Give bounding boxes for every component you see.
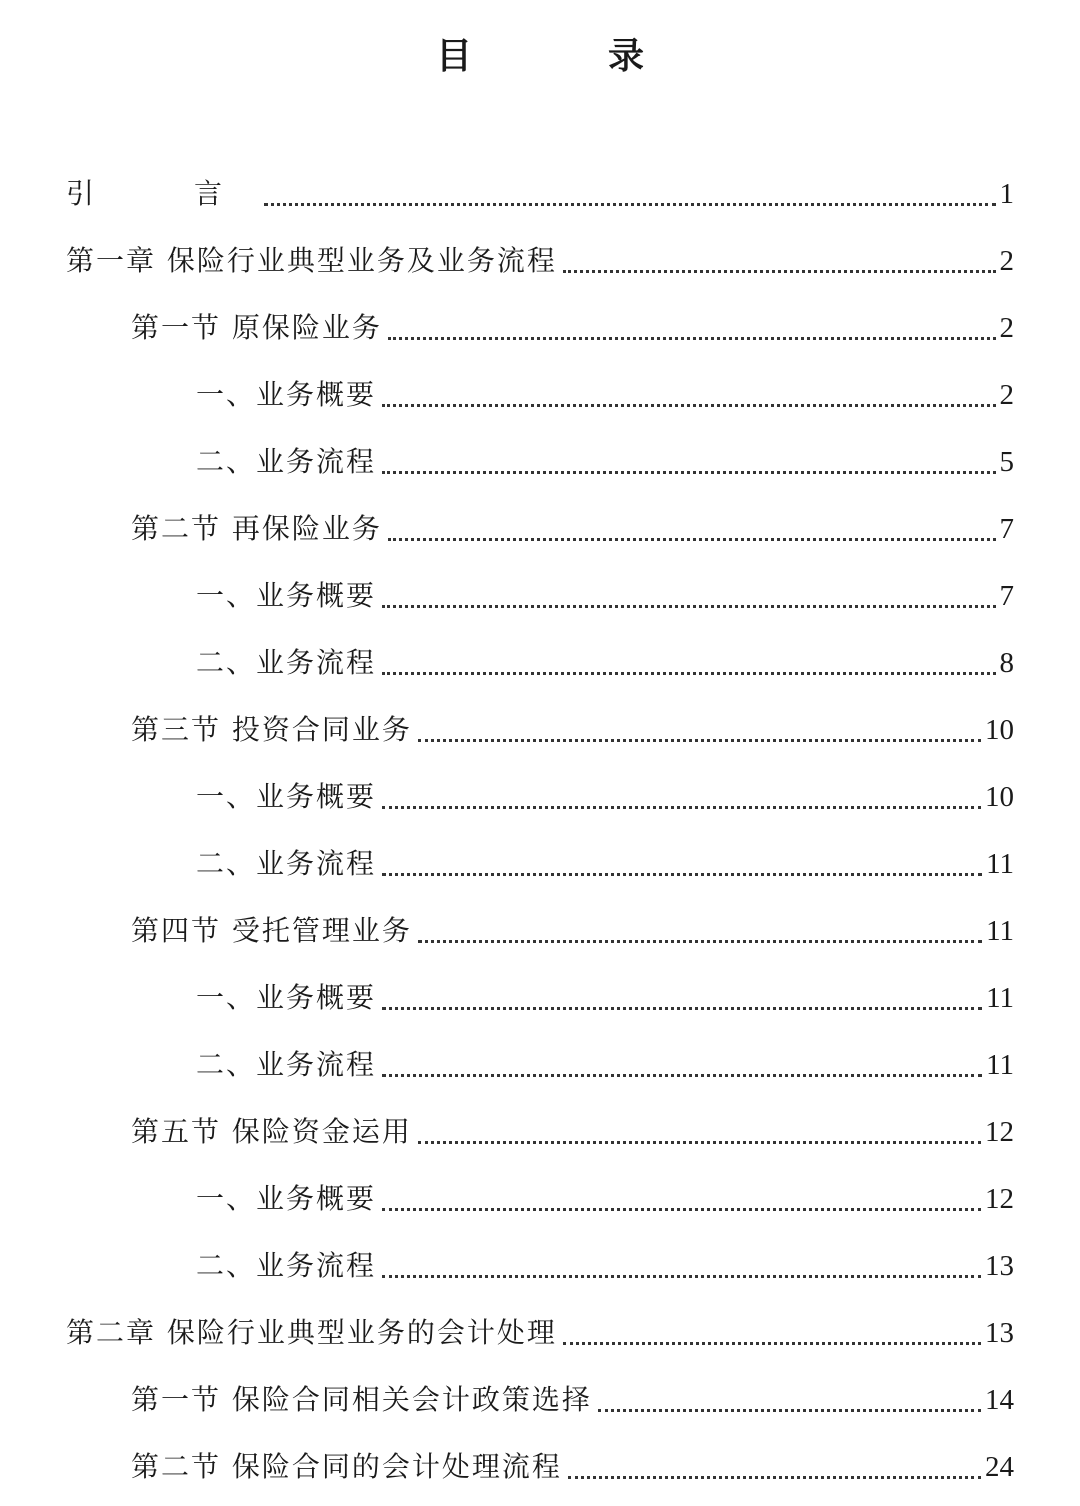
toc-entry-chapter-1[interactable]: [66, 227, 1014, 294]
dot-leader: [382, 978, 982, 1018]
dot-leader: [418, 911, 982, 951]
toc-entry-page-number: 11: [986, 914, 1014, 947]
toc-entry-subsection-1-4-2[interactable]: [196, 1031, 1014, 1098]
dot-leader: [418, 710, 981, 750]
toc-entry-introduction[interactable]: [66, 160, 1014, 227]
toc-entry-page-number: 10: [985, 713, 1014, 746]
toc-entry-label: 第二节 保险合同的会计处理流程: [131, 1449, 562, 1483]
toc-entry-label: 二、业务流程: [196, 1047, 377, 1081]
toc-entry-subsection-1-3-2[interactable]: [196, 830, 1014, 897]
toc-entry-label: 第一节 保险合同相关会计政策选择: [131, 1382, 592, 1416]
toc-entry-section-1-4[interactable]: [131, 897, 1014, 964]
toc-entry-page-number: 11: [986, 1048, 1014, 1081]
toc-entry-label: 第四节 受托管理业务: [131, 913, 412, 947]
toc-entry-subsection-1-1-2[interactable]: [196, 428, 1014, 495]
toc-entry-label: 一、业务概要: [196, 377, 377, 411]
dot-leader: [382, 375, 995, 415]
dot-leader: [418, 1112, 981, 1152]
toc-entry-subsection-1-2-2[interactable]: [196, 629, 1014, 696]
toc-entry-label: 一、业务概要: [196, 779, 377, 813]
toc-entry-subsection-1-1-1[interactable]: [196, 361, 1014, 428]
toc-entry-label: 第三节 投资合同业务: [131, 712, 412, 746]
toc-entry-subsection-1-5-2[interactable]: [196, 1232, 1014, 1299]
toc-entry-page-number: 1: [999, 177, 1014, 210]
toc-entry-page-number: 2: [999, 311, 1014, 344]
toc-entry-label: 引 言: [66, 176, 259, 210]
dot-leader: [382, 777, 981, 817]
toc-entry-page-number: 5: [999, 445, 1014, 478]
toc-entry-label: 二、业务流程: [196, 846, 377, 880]
toc-entry-section-1-3[interactable]: [131, 696, 1014, 763]
toc-entry-subsection-1-3-1[interactable]: [196, 763, 1014, 830]
toc-entry-label: 一、业务概要: [196, 980, 377, 1014]
dot-leader: [388, 509, 996, 549]
toc-entry-page-number: 2: [999, 378, 1014, 411]
toc-entry-page-number: 13: [985, 1316, 1014, 1349]
toc-entry-label: 第二节 再保险业务: [131, 511, 382, 545]
dot-leader: [388, 308, 996, 348]
toc-entry-section-1-1[interactable]: [131, 294, 1014, 361]
toc-entry-label: 二、业务流程: [196, 645, 377, 679]
dot-leader: [568, 1447, 981, 1487]
toc-entry-page-number: 24: [985, 1450, 1014, 1483]
toc-entry-page-number: 7: [999, 512, 1014, 545]
dot-leader: [382, 576, 995, 616]
toc-entry-subsection-1-5-1[interactable]: [196, 1165, 1014, 1232]
dot-leader: [264, 174, 995, 214]
toc-entry-label: 第二章 保险行业典型业务的会计处理: [66, 1315, 557, 1349]
toc-entry-page-number: 8: [999, 646, 1014, 679]
toc-entry-page-number: 12: [985, 1182, 1014, 1215]
dot-leader: [598, 1380, 981, 1420]
toc-entry-subsection-1-4-1[interactable]: [196, 964, 1014, 1031]
toc-entry-label: 二、业务流程: [196, 444, 377, 478]
page-title: 目 录: [435, 35, 694, 77]
dot-leader: [382, 844, 982, 884]
toc-entry-page-number: 13: [985, 1249, 1014, 1282]
toc-entry-section-2-1[interactable]: [131, 1366, 1014, 1433]
toc-entry-section-1-2[interactable]: [131, 495, 1014, 562]
dot-leader: [382, 1179, 981, 1219]
toc-entry-section-1-5[interactable]: [131, 1098, 1014, 1165]
toc-entry-page-number: 7: [999, 579, 1014, 612]
toc-entry-page-number: 11: [986, 981, 1014, 1014]
dot-leader: [563, 241, 996, 281]
toc-entry-page-number: 10: [985, 780, 1014, 813]
toc-entry-page-number: 14: [985, 1383, 1014, 1416]
toc-entry-label: 一、业务概要: [196, 1181, 377, 1215]
dot-leader: [382, 442, 995, 482]
toc-entry-label: 一、业务概要: [196, 578, 377, 612]
toc-entry-chapter-2[interactable]: [66, 1299, 1014, 1366]
toc-entry-label: 第五节 保险资金运用: [131, 1114, 412, 1148]
dot-leader: [382, 643, 995, 683]
toc-entry-section-2-2[interactable]: [131, 1433, 1014, 1500]
toc-entry-label: 第一章 保险行业典型业务及业务流程: [66, 243, 557, 277]
toc-entry-page-number: 12: [985, 1115, 1014, 1148]
toc-entry-label: 第一节 原保险业务: [131, 310, 382, 344]
dot-leader: [382, 1246, 981, 1286]
toc-entry-label: 二、业务流程: [196, 1248, 377, 1282]
dot-leader: [563, 1313, 981, 1353]
dot-leader: [382, 1045, 982, 1085]
toc-entry-page-number: 2: [999, 244, 1014, 277]
toc-entry-page-number: 11: [986, 847, 1014, 880]
toc-entry-subsection-1-2-1[interactable]: [196, 562, 1014, 629]
